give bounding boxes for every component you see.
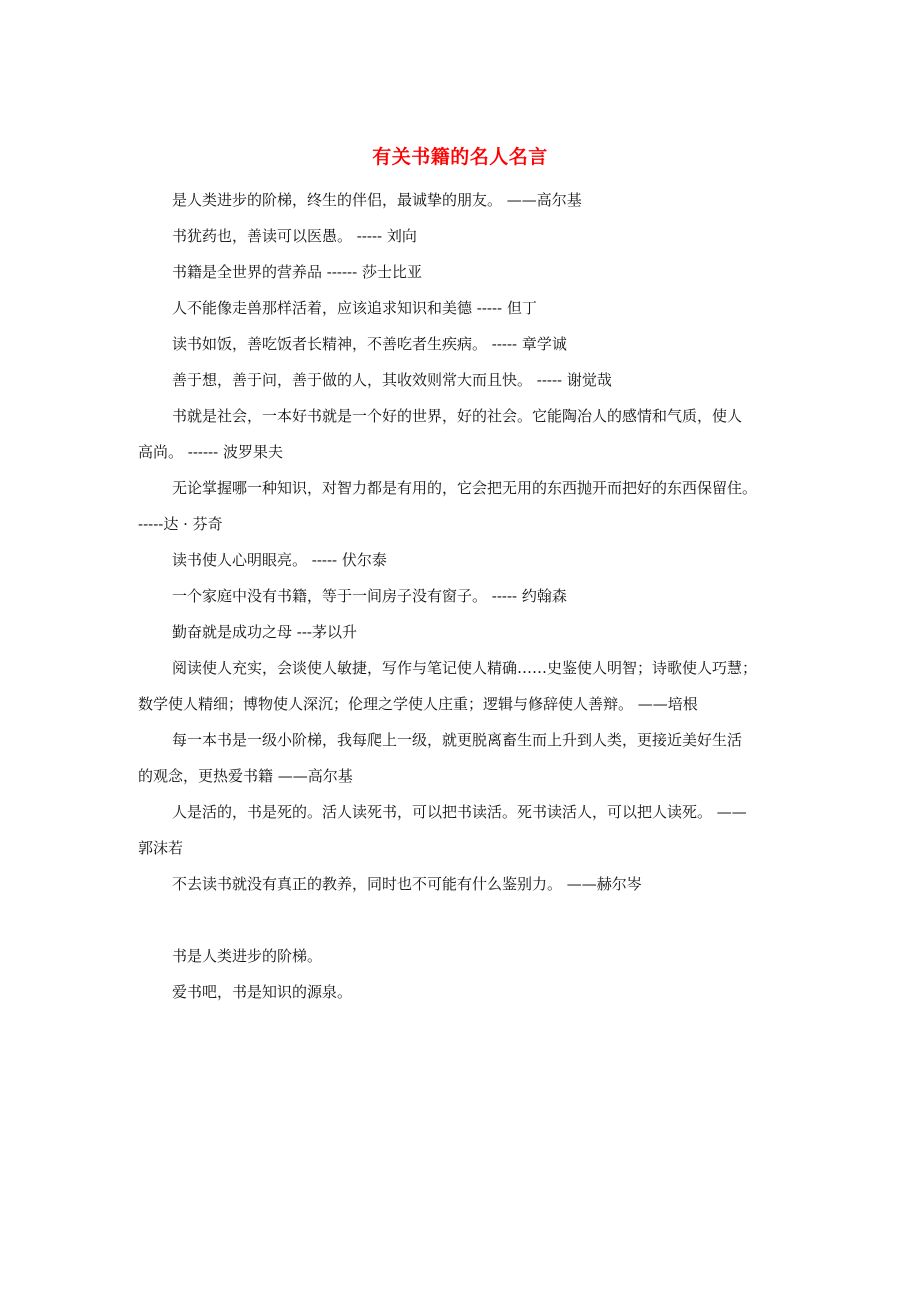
spacer <box>138 902 788 938</box>
quote-line: 每一本书是一级小阶梯，我每爬上一级，就更脱离畜生而上升到人类，更接近美好生活 <box>172 731 743 749</box>
quote-line: 不去读书就没有真正的教养，同时也不可能有什么鉴别力。 ——赫尔岑 <box>172 875 642 893</box>
quote-paragraph <box>138 722 788 794</box>
quote-paragraph <box>138 398 788 470</box>
closing-line: 书是人类进步的阶梯。 <box>172 947 323 965</box>
quote-paragraph <box>138 614 788 650</box>
quote-paragraph <box>138 542 788 578</box>
quote-line: 人是活的，书是死的。活人读死书，可以把书读活。死书读活人，可以把人读死。 —— <box>172 803 747 821</box>
quote-line: 是人类进步的阶梯，终生的伴侣，最诚挚的朋友。 ——高尔基 <box>172 191 582 209</box>
quote-line: 书犹药也，善读可以医愚。 ----- 刘向 <box>172 227 417 245</box>
quote-paragraph <box>138 794 788 866</box>
quote-line: 无论掌握哪一种知识，对智力都是有用的，它会把无用的东西抛开而把好的东西保留住。 <box>172 479 758 497</box>
quote-line: 善于想，善于问，善于做的人，其收效则常大而且快。 ----- 谢觉哉 <box>172 371 612 389</box>
quote-paragraph <box>138 578 788 614</box>
quote-paragraph <box>138 362 788 398</box>
quote-paragraph <box>138 218 788 254</box>
quote-paragraph <box>138 470 788 542</box>
quote-paragraph <box>138 650 788 722</box>
quote-paragraph <box>138 866 788 902</box>
quote-line: 读书使人心明眼亮。 ----- 伏尔泰 <box>172 551 387 569</box>
document-body <box>138 182 788 1010</box>
quote-line: 读书如饭，善吃饭者长精神，不善吃者生疾病。 ----- 章学诚 <box>172 335 567 353</box>
quote-line: 阅读使人充实，会谈使人敏捷，写作与笔记使人精确……史鉴使人明智；诗歌使人巧慧； <box>172 659 758 677</box>
quote-paragraph <box>138 182 788 218</box>
quote-line: 书就是社会，一本好书就是一个好的世界，好的社会。它能陶冶人的感情和气质，使人 <box>172 407 743 425</box>
quote-line: 高尚。 ------ 波罗果夫 <box>138 443 283 461</box>
quote-line: 人不能像走兽那样活着，应该追求知识和美德 ----- 但丁 <box>172 299 537 317</box>
quote-line: 的观念，更热爱书籍 ——高尔基 <box>138 767 353 785</box>
document-title: 有关书籍的名人名言 <box>372 146 548 168</box>
quote-paragraph <box>138 290 788 326</box>
quote-line: 郭沫若 <box>138 839 184 857</box>
quote-line: -----达 · 芬奇 <box>138 515 223 533</box>
quote-paragraph <box>138 326 788 362</box>
quote-line: 一个家庭中没有书籍，等于一间房子没有窗子。 ----- 约翰森 <box>172 587 567 605</box>
quote-line: 勤奋就是成功之母 ---茅以升 <box>172 623 357 641</box>
quote-paragraph <box>138 254 788 290</box>
quote-line: 数学使人精细；博物使人深沉；伦理之学使人庄重；逻辑与修辞使人善辩。 ——培根 <box>138 695 698 713</box>
closing-line: 爱书吧，书是知识的源泉。 <box>172 983 353 1001</box>
quote-line: 书籍是全世界的营养品 ------ 莎士比亚 <box>172 263 422 281</box>
